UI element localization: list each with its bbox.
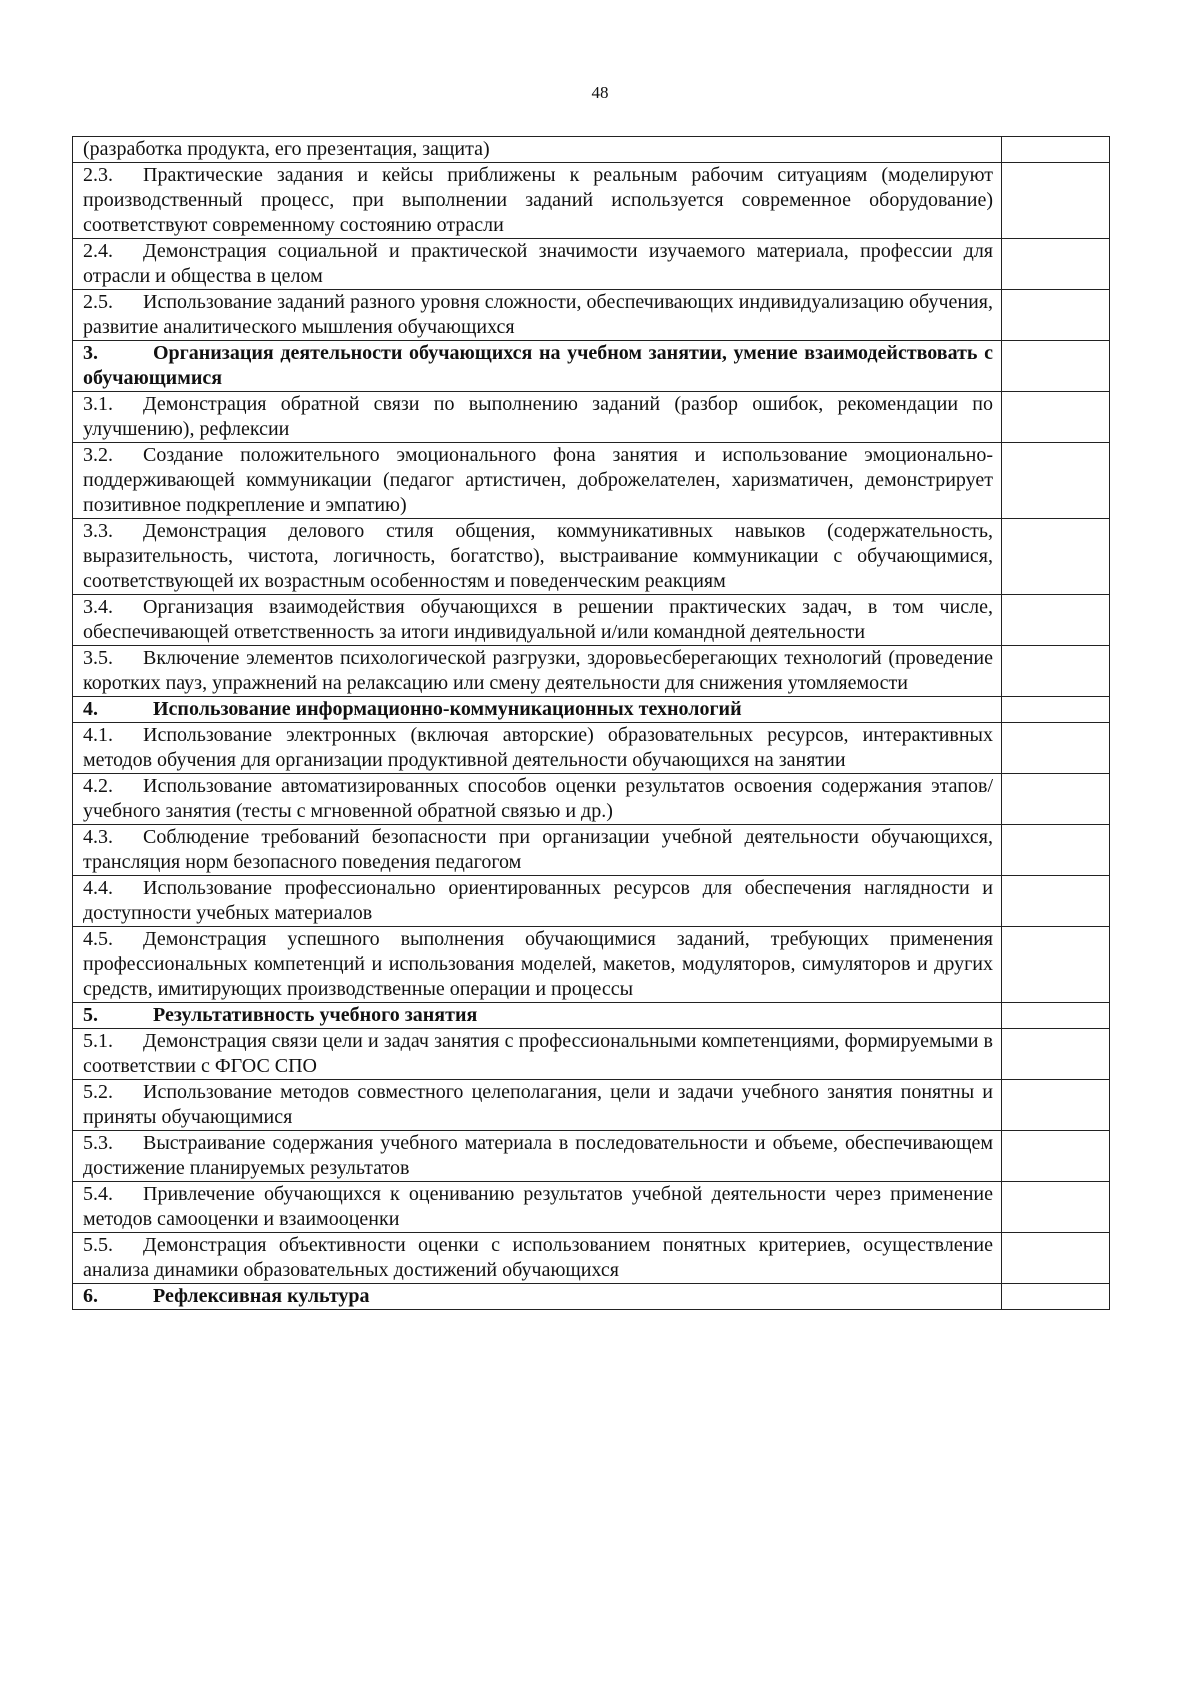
criterion-number: 2.4. (83, 240, 113, 262)
criterion-row (73, 290, 1110, 341)
criterion-row (73, 927, 1110, 1003)
criterion-text-cell (73, 825, 1002, 876)
criterion-number: 5.1. (83, 1030, 113, 1052)
criterion-number: 2.5. (83, 291, 113, 313)
score-cell[interactable] (1002, 239, 1110, 290)
criterion-number: 3. (83, 342, 98, 364)
criterion-text-cell (73, 341, 1002, 392)
score-cell[interactable] (1002, 1080, 1110, 1131)
criterion-text-cell (73, 1003, 1002, 1029)
criterion-text: Рефлексивная культура (153, 1285, 370, 1307)
criterion-text-cell (73, 876, 1002, 927)
criterion-text-cell (73, 163, 1002, 239)
score-cell[interactable] (1002, 876, 1110, 927)
criteria-table-body (73, 137, 1110, 1310)
criterion-text: Соблюдение требований безопасности при организации учебной деятельности обучающихся, трансляция норм безопасного поведения педагогом (83, 826, 993, 873)
criterion-text-cell (73, 239, 1002, 290)
criterion-number: 5.4. (83, 1183, 113, 1205)
criterion-text-cell (73, 1233, 1002, 1284)
criterion-row (73, 723, 1110, 774)
criterion-text-cell (73, 1182, 1002, 1233)
criterion-row (73, 1029, 1110, 1080)
criterion-row (73, 1080, 1110, 1131)
criterion-number: 6. (83, 1285, 98, 1307)
criterion-text: Демонстрация социальной и практической значимости изучаемого материала, профессии для отрасли и общества в целом (83, 240, 993, 287)
criterion-row (73, 774, 1110, 825)
criterion-text: Результативность учебного занятия (153, 1004, 478, 1026)
score-cell[interactable] (1002, 1233, 1110, 1284)
criterion-number: 5. (83, 1004, 98, 1026)
score-cell[interactable] (1002, 1131, 1110, 1182)
score-cell[interactable] (1002, 1182, 1110, 1233)
criterion-row (73, 1233, 1110, 1284)
criterion-row (73, 825, 1110, 876)
criterion-text-cell (73, 443, 1002, 519)
criterion-text: Демонстрация успешного выполнения обучающимися заданий, требующих применения профессиональных компетенций и использования моделей, макетов, модуляторов, симуляторов и других средств, имитирующих производственные операции и процессы (83, 928, 993, 1000)
score-cell[interactable] (1002, 723, 1110, 774)
criterion-row (73, 876, 1110, 927)
page-number: 48 (591, 83, 609, 102)
criterion-text: Привлечение обучающихся к оцениванию результатов учебной деятельности через применение методов самооценки и взаимооценки (83, 1183, 993, 1230)
criterion-text-cell (73, 697, 1002, 723)
score-cell[interactable] (1002, 341, 1110, 392)
criterion-number: 3.4. (83, 596, 113, 618)
criterion-text-cell (73, 392, 1002, 443)
criterion-number: 4.1. (83, 724, 113, 746)
criterion-row (73, 1182, 1110, 1233)
criterion-number: 4. (83, 698, 98, 720)
criterion-row (73, 163, 1110, 239)
criterion-text-cell (73, 723, 1002, 774)
criterion-number: 5.3. (83, 1132, 113, 1154)
score-cell[interactable] (1002, 290, 1110, 341)
criterion-text: Демонстрация связи цели и задач занятия с профессиональными компетенциями, формируемыми в соответствии с ФГОС СПО (83, 1030, 993, 1077)
criterion-number: 4.3. (83, 826, 113, 848)
criterion-row (73, 239, 1110, 290)
criterion-row (73, 392, 1110, 443)
criterion-number: 4.2. (83, 775, 113, 797)
score-cell[interactable] (1002, 774, 1110, 825)
criteria-table (72, 136, 1110, 1310)
criterion-text: Использование методов совместного целеполагания, цели и задачи учебного занятия понятны и приняты обучающимися (83, 1081, 993, 1128)
criterion-row (73, 137, 1110, 163)
criterion-row (73, 443, 1110, 519)
score-cell[interactable] (1002, 1284, 1110, 1310)
criterion-text-cell (73, 137, 1002, 163)
score-cell[interactable] (1002, 392, 1110, 443)
score-cell[interactable] (1002, 697, 1110, 723)
criterion-row (73, 519, 1110, 595)
criterion-number: 3.1. (83, 393, 113, 415)
criterion-text: Демонстрация объективности оценки с использованием понятных критериев, осуществление анализа динамики образовательных достижений обучающихся (83, 1234, 993, 1281)
section-row (73, 697, 1110, 723)
score-cell[interactable] (1002, 443, 1110, 519)
criterion-text-cell (73, 290, 1002, 341)
criterion-text: Использование заданий разного уровня сложности, обеспечивающих индивидуализацию обучения, развитие аналитического мышления обучающихся (83, 291, 993, 338)
criterion-text-cell (73, 1284, 1002, 1310)
criterion-text-cell (73, 1029, 1002, 1080)
criterion-number: 5.5. (83, 1234, 113, 1256)
criterion-text: Организация взаимодействия обучающихся в решении практических задач, в том числе, обеспечивающей ответственность за итоги индивидуальной и/или командной деятельности (83, 596, 993, 643)
criterion-row (73, 646, 1110, 697)
criterion-text: Использование информационно-коммуникационных технологий (153, 698, 742, 720)
criterion-text: Организация деятельности обучающихся на учебном занятии, умение взаимодействовать с обучающимися (83, 342, 993, 389)
criterion-text: Создание положительного эмоционального фона занятия и использование эмоционально-поддерживающей коммуникации (педагог артистичен, доброжелателен, харизматичен, демонстрирует позитивное подкрепление и эмпатию) (83, 444, 993, 516)
criterion-text-cell (73, 1131, 1002, 1182)
criterion-text: Использование автоматизированных способов оценки результатов освоения содержания этапов/учебного занятия (тесты с мгновенной обратной связью и др.) (83, 775, 993, 822)
score-cell[interactable] (1002, 595, 1110, 646)
criterion-text: Практические задания и кейсы приближены к реальным рабочим ситуациям (моделируют производственный процесс, при выполнении заданий используется современное оборудование) соответствуют современному состоянию отрасли (83, 164, 993, 236)
criterion-text: Включение элементов психологической разгрузки, здоровьесберегающих технологий (проведение коротких пауз, упражнений на релаксацию или смену деятельности для снижения утомляемости (83, 647, 993, 694)
criterion-row (73, 595, 1110, 646)
section-row (73, 1284, 1110, 1310)
criterion-row (73, 1131, 1110, 1182)
score-cell[interactable] (1002, 646, 1110, 697)
section-row (73, 1003, 1110, 1029)
score-cell[interactable] (1002, 1029, 1110, 1080)
criterion-text-cell (73, 927, 1002, 1003)
score-cell[interactable] (1002, 825, 1110, 876)
criterion-number: 4.4. (83, 877, 113, 899)
score-cell[interactable] (1002, 137, 1110, 163)
criterion-text: Демонстрация обратной связи по выполнению заданий (разбор ошибок, рекомендации по улучшению), рефлексии (83, 393, 993, 440)
criterion-text: Использование электронных (включая авторские) образовательных ресурсов, интерактивных методов обучения для организации продуктивной деятельности обучающихся на занятии (83, 724, 993, 771)
score-cell[interactable] (1002, 163, 1110, 239)
criterion-text: Выстраивание содержания учебного материала в последовательности и объеме, обеспечивающем достижение планируемых результатов (83, 1132, 993, 1179)
criterion-text-cell (73, 519, 1002, 595)
criterion-number: 3.2. (83, 444, 113, 466)
criterion-text-cell (73, 646, 1002, 697)
criterion-text: Использование профессионально ориентированных ресурсов для обеспечения наглядности и доступности учебных материалов (83, 877, 993, 924)
criterion-number: 5.2. (83, 1081, 113, 1103)
criterion-text: Демонстрация делового стиля общения, коммуникативных навыков (содержательность, выразительность, чистота, логичность, богатство), выстраивание коммуникации с обучающимися, соответствующей их возрастным особенностям и поведенческим реакциям (83, 520, 993, 592)
section-row (73, 341, 1110, 392)
score-cell[interactable] (1002, 927, 1110, 1003)
criterion-number: 3.5. (83, 647, 113, 669)
criterion-text-cell (73, 774, 1002, 825)
score-cell[interactable] (1002, 519, 1110, 595)
criterion-number: 3.3. (83, 520, 113, 542)
criterion-number: 2.3. (83, 164, 113, 186)
score-cell[interactable] (1002, 1003, 1110, 1029)
criterion-number: 4.5. (83, 928, 113, 950)
criterion-text-cell (73, 595, 1002, 646)
criterion-text: (разработка продукта, его презентация, защита) (83, 138, 490, 160)
criterion-text-cell (73, 1080, 1002, 1131)
